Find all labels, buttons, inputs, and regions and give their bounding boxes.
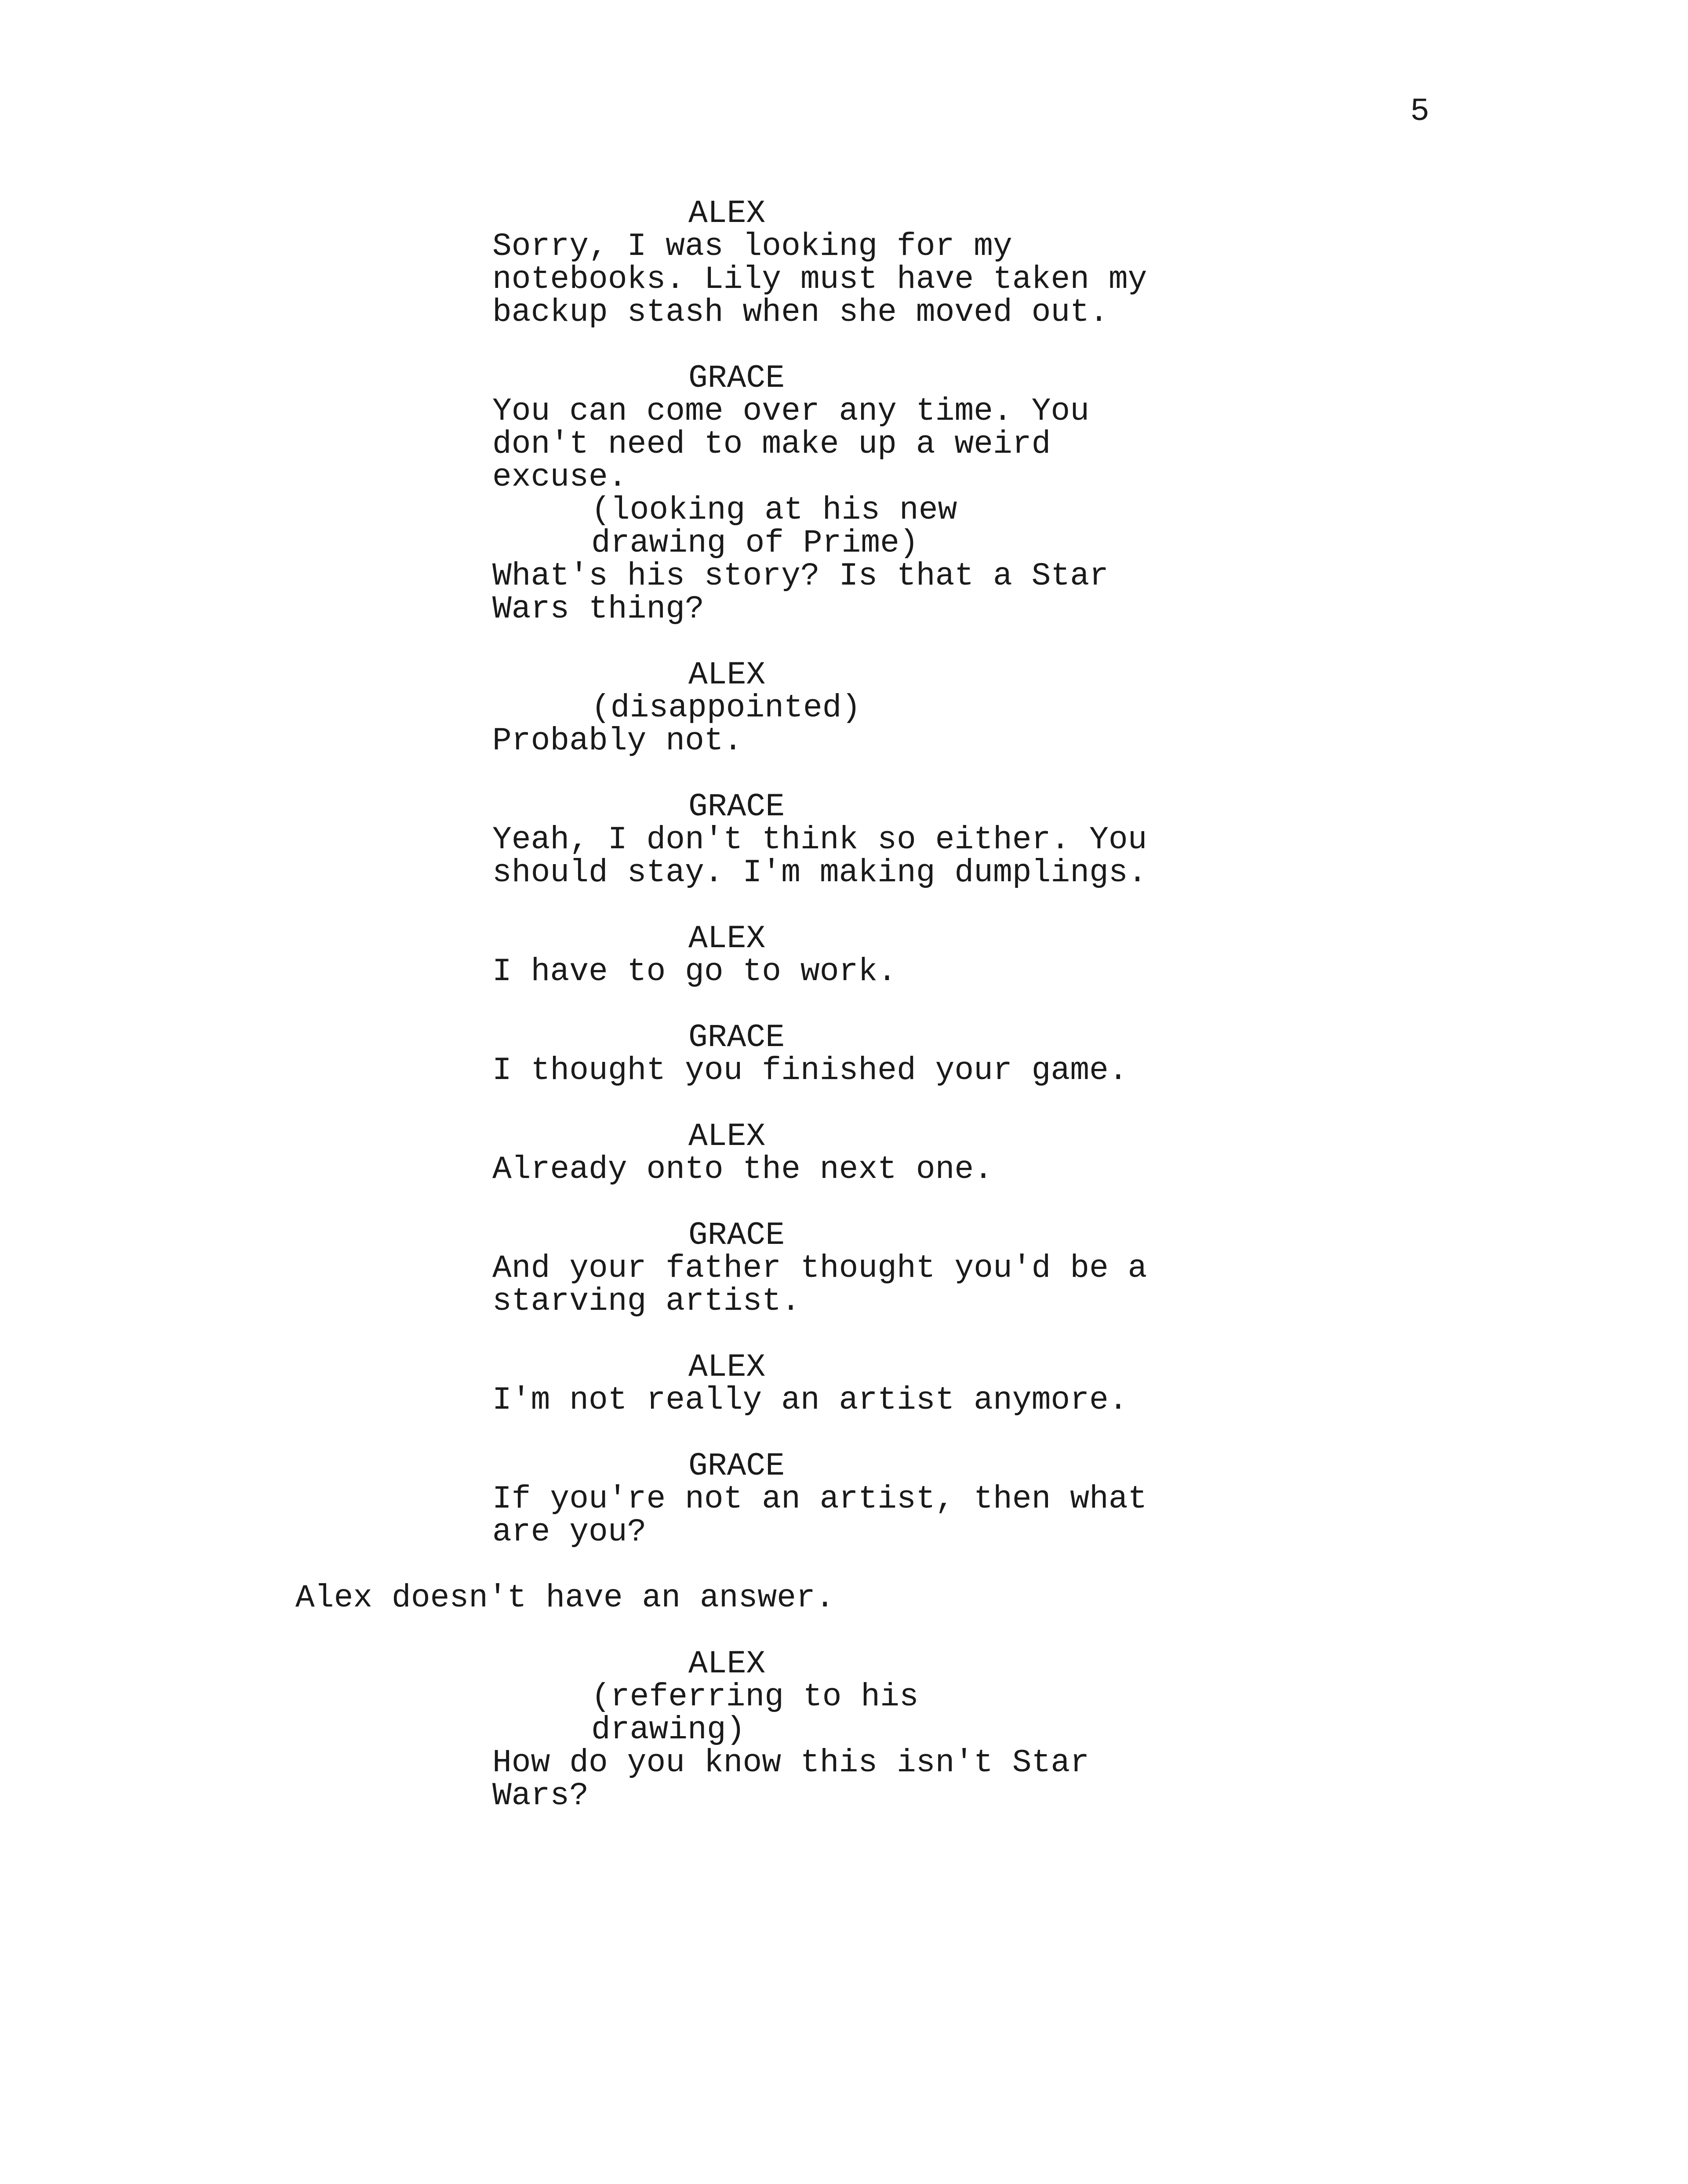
dialogue-line: What's his story? Is that a Star	[492, 558, 1109, 594]
dialogue-line: I'm not really an artist anymore.	[492, 1382, 1128, 1418]
dialogue-line: Wars?	[492, 1777, 589, 1814]
parenthetical-line: drawing)	[591, 1712, 746, 1748]
character-cue: ALEX	[688, 1118, 766, 1155]
dialogue-line: Wars thing?	[492, 591, 704, 627]
dialogue-line: I have to go to work.	[492, 953, 897, 990]
character-cue: ALEX	[688, 195, 766, 232]
character-cue: GRACE	[688, 1019, 785, 1056]
dialogue-line: Yeah, I don't think so either. You	[492, 821, 1147, 858]
character-cue: ALEX	[688, 920, 766, 957]
dialogue-line: are you?	[492, 1514, 647, 1550]
dialogue-line: You can come over any time. You	[492, 393, 1090, 429]
dialogue-line: I thought you finished your game.	[492, 1052, 1128, 1089]
dialogue-line: How do you know this isn't Star	[492, 1744, 1090, 1781]
dialogue-line: excuse.	[492, 459, 627, 495]
character-cue: GRACE	[688, 360, 785, 396]
dialogue-line: should stay. I'm making dumplings.	[492, 854, 1147, 891]
character-cue: GRACE	[688, 789, 785, 825]
character-cue: ALEX	[688, 1646, 766, 1682]
parenthetical-line: (disappointed)	[591, 690, 861, 726]
dialogue-line: backup stash when she moved out.	[492, 294, 1109, 331]
dialogue-line: If you're not an artist, then what	[492, 1481, 1147, 1517]
parenthetical-line: (referring to his	[591, 1679, 919, 1715]
dialogue-line: Already onto the next one.	[492, 1151, 993, 1188]
dialogue-line: starving artist.	[492, 1283, 800, 1319]
character-cue: GRACE	[688, 1448, 785, 1484]
parenthetical-line: drawing of Prime)	[591, 525, 919, 561]
dialogue-line: don't need to make up a weird	[492, 426, 1051, 462]
dialogue-line: notebooks. Lily must have taken my	[492, 261, 1147, 298]
character-cue: GRACE	[688, 1217, 785, 1254]
character-cue: ALEX	[688, 657, 766, 693]
dialogue-line: Probably not.	[492, 723, 743, 759]
dialogue-line: And your father thought you'd be a	[492, 1250, 1147, 1286]
character-cue: ALEX	[688, 1349, 766, 1385]
dialogue-line: Sorry, I was looking for my	[492, 228, 1012, 265]
parenthetical-line: (looking at his new	[591, 492, 957, 528]
page-number: 5	[1410, 93, 1430, 130]
action-line: Alex doesn't have an answer.	[295, 1580, 835, 1616]
